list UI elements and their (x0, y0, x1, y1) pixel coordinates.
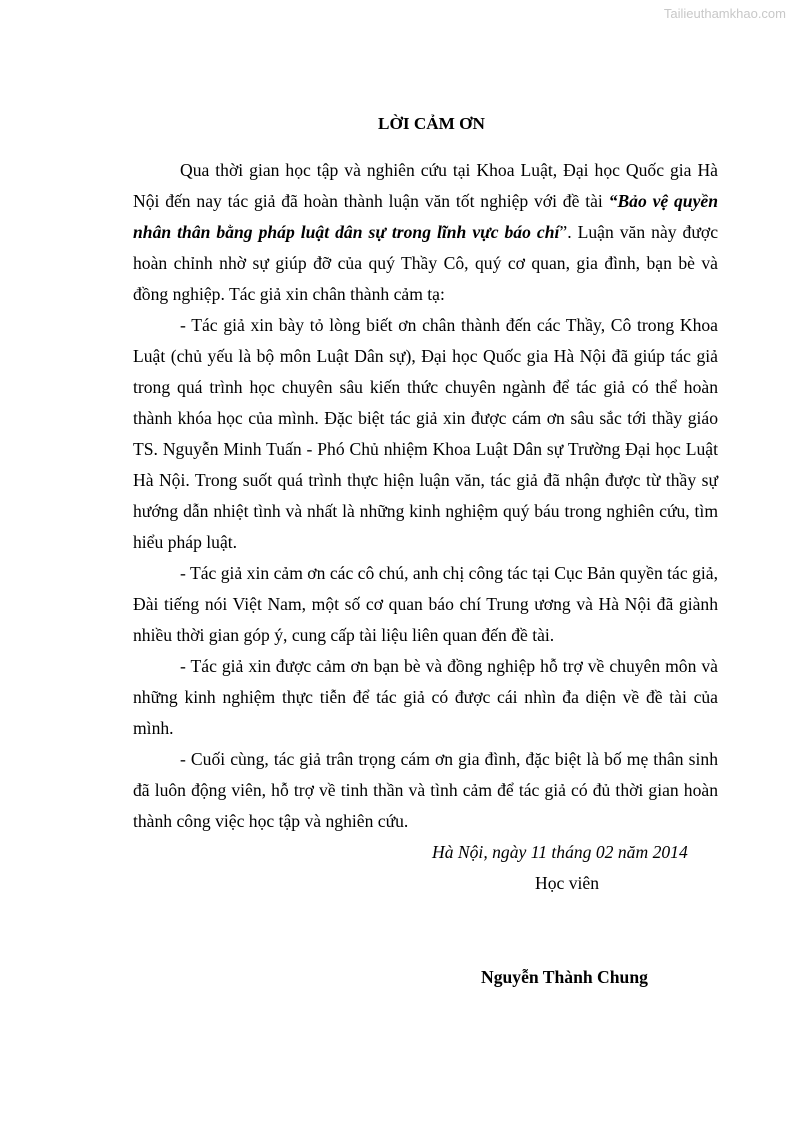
watermark: Tailieuthamkhao.com (663, 6, 786, 21)
author-signature-name: Nguyễn Thành Chung (481, 967, 648, 987)
intro-paragraph (133, 155, 718, 310)
place-date: Hà Nội, ngày 11 tháng 02 năm 2014 (432, 842, 688, 862)
page-title: LỜI CẢM ƠN (378, 114, 485, 133)
author-role: Học viên (535, 873, 600, 893)
acknowledgement-paragraph-faculty: - Tác giả xin bày tỏ lòng biết ơn chân thành đến các Thầy, Cô trong Khoa Luật (chủ yếu là bộ môn Luật Dân sự), Đại học Quốc gia Hà Nội đã giúp tác giả trong quá trình học chuyên sâu kiến thức chuyên ngành để tác giả có thể hoàn thành khóa học của mình. Đặc biệt tác giả xin được cám ơn sâu sắc tới thầy giáo TS. Nguyễn Minh Tuấn - Phó Chủ nhiệm Khoa Luật Dân sự Trường Đại học Luật Hà Nội. Trong suốt quá trình thực hiện luận văn, tác giả đã nhận được từ thầy sự hướng dẫn nhiệt tình và nhất là những kinh nghiệm quý báu trong nghiên cứu, tìm hiểu pháp luật. (133, 315, 718, 552)
document-body (133, 110, 718, 899)
thesis-title: “Bảo vệ quyền nhân thân bằng pháp luật dân sự trong lĩnh vực báo chí (133, 191, 718, 242)
acknowledgement-paragraph-friends: - Tác giả xin được cảm ơn bạn bè và đồng nghiệp hỗ trợ về chuyên môn và những kinh nghiệm thực tiễn để tác giả có được cái nhìn đa diện về đề tài của mình. (133, 656, 718, 738)
intro-text-after: ”. Luận văn này được hoàn chỉnh nhờ sự giúp đỡ của quý Thầy Cô, quý cơ quan, gia đình, bạn bè và đồng nghiệp. Tác giả xin chân thành cảm tạ: (133, 222, 719, 304)
acknowledgement-paragraph-colleagues: - Tác giả xin cảm ơn các cô chú, anh chị công tác tại Cục Bản quyền tác giả, Đài tiếng nói Việt Nam, một số cơ quan báo chí Trung ương và Hà Nội đã giành nhiều thời gian góp ý, cung cấp tài liệu liên quan đến đề tài. (133, 563, 718, 645)
intro-text-before: Qua thời gian học tập và nghiên cứu tại Khoa Luật, Đại học Quốc gia Hà Nội đến nay tác giả đã hoàn thành luận văn tốt nghiệp với đề tài (133, 160, 718, 211)
acknowledgement-paragraph-family: - Cuối cùng, tác giả trân trọng cám ơn gia đình, đặc biệt là bố mẹ thân sinh đã luôn động viên, hỗ trợ về tinh thần và tình cảm để tác giả có đủ thời gian hoàn thành công việc học tập và nghiên cứu. (133, 749, 718, 831)
